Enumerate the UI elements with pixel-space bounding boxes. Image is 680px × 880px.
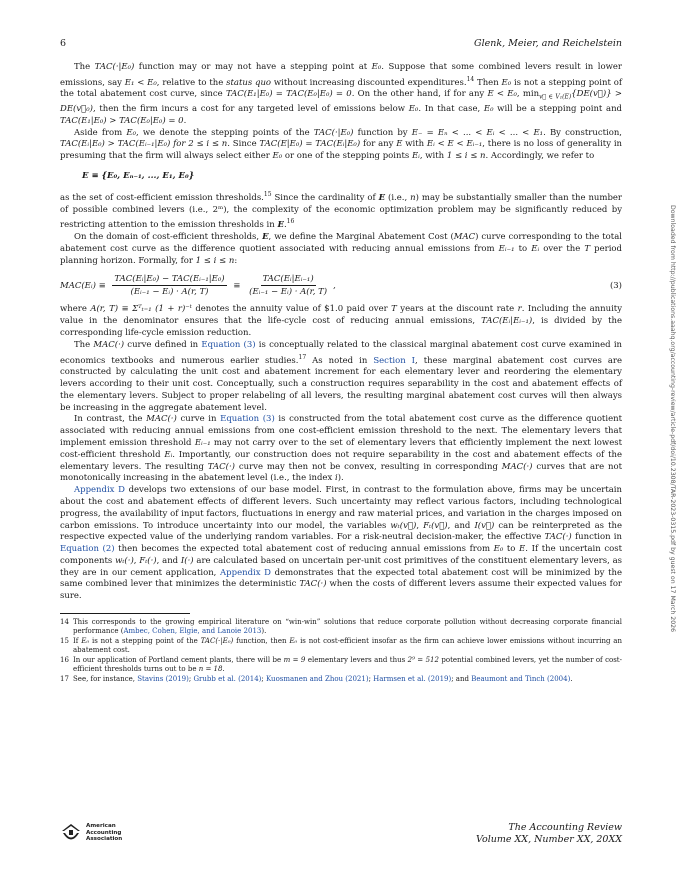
section-1-link[interactable]: Section I	[373, 355, 416, 366]
ref-grubb-2014[interactable]: Grubb et al. (2014)	[193, 675, 262, 684]
ref-ambec-2013[interactable]: Ambec, Cohen, Elgie, and Lanoie 2013	[123, 627, 262, 636]
paragraph-6: The MAC(·) curve defined in Equation (3) is conceptually related to the classical marginal abatement cost curve examined in economics textbooks and numerous earlier studies.$^{17}$ As noted in Section I, these marginal abatement cost curves are constructed by calculating the unit cost and abatement increment for each elementary lever and reordering the elementary levers according to their unit cost. Conceptually, such a construction requires separability in the cost and abatement effects of the elementary levers. Subject to proper relabeling of all levers, the resulting marginal abatement cost curves will then always be increasing in the aggregate abatement level.	[60, 339, 623, 413]
download-watermark: Downloaded from http://publications.aaahq.org/accounting-review/article-pdf/doi/10.2308/TAR-2023-0315.pdf by guest on 17 March 2026	[669, 205, 676, 633]
equation-3: MAC(Eᵢ) ≡ $\frac{\text{TAC(Eᵢ|E₀) − TAC(Eᵢ₋₁|E₀)}}{\text{(Eᵢ₋₁ − Eᵢ) · A(r, T)}}$ ≡ $\frac{\text{TAC(Eᵢ|Eᵢ₋₁)}}{\text{(Eᵢ₋₁ − Eᵢ) · A(r, T)}}$ , (3)	[60, 274, 622, 298]
aaa-logo: American Accounting Association	[60, 822, 122, 844]
footnote-ref-17[interactable]: 17	[298, 353, 307, 361]
ref-harmsen-2019[interactable]: Harmsen et al. (2019)	[373, 675, 452, 684]
paper-page	[60, 38, 622, 684]
appendix-d-link[interactable]: Appendix D	[74, 485, 125, 496]
footnote-16: 16 In our application of Portland cement plants, there will be m = 9 elementary levers and thus 2⁹ = 512 potential combined levers, yet the number of cost-efficient thresholds turns out to be n = 18.	[60, 656, 622, 674]
paragraph-2: Aside from E₀, we denote the stepping points of the TAC(·|E₀) function by E₋ = Eₙ < ... < Eᵢ < ... < E₁. By construction, TAC(Eᵢ|E₀) > TAC(Eᵢ₋₁|E₀) for 2 ≤ i ≤ n. Since TAC(E|E₀) = TAC(Eᵢ|E₀) for any E with Eᵢ < E < Eᵢ₋₁, there is no loss of generality in presuming that the firm will always select either E₀ or one of the stepping points Eᵢ, with 1 ≤ i ≤ n. Accordingly, we refer to	[60, 127, 623, 162]
ref-beaumont-2004[interactable]: Beaumont and Tinch (2004)	[471, 675, 571, 684]
footnote-divider	[60, 613, 190, 614]
footnote-ref-14[interactable]: 14	[466, 75, 475, 83]
ref-stavins-2019[interactable]: Stavins (2019)	[137, 675, 189, 684]
footnote-14: 14 This corresponds to the growing empirical literature on “win-win” solutions that reduce corporate pollution without decreasing corporate financial performance (Ambec, Cohen, Elgie, and Lanoie 2013).	[60, 618, 622, 636]
ref-kuosmanen-2021[interactable]: Kuosmanen and Zhou (2021)	[265, 675, 369, 684]
aaa-emblem-icon	[60, 822, 82, 844]
footnote-ref-16[interactable]: 16	[286, 218, 295, 226]
running-header	[60, 38, 622, 62]
paragraph-8: Appendix D develops two extensions of our base model. First, in contrast to the formulation above, firms may be uncertain about the cost and abatement effects of different levers. Such uncertainty may reflect various factors, including technological progress, the availability of input factors, fluctuations in energy and raw material prices, and variation in the charges imposed on carbon emissions. To introduce uncertainty into our model, the variables wₜ(v⃗), Fₜ(v⃗), and I(v⃗) can be reinterpreted as the respective expected value of the underlying random variables. For a risk-neutral decision-maker, the effective TAC(·) function in Equation (2) then becomes the expected total abatement cost of reducing annual emissions from E₀ to E. If the uncertain cost components wₜ(·), Fₜ(·), and I(·) are calculated based on uncertain per-unit cost primitives of the constituent elementary levers, as they are in our cement application, Appendix D demonstrates that the expected total abatement cost will be minimized by the same combined lever that minimizes the deterministic TAC(·) when the costs of different levers assume their expected values for sure.	[60, 485, 623, 602]
equation-number: (3)	[609, 280, 622, 291]
paragraph-5: where A(r, T) ≡ Σᵀₜ₌₁ (1 + r)⁻ᵗ denotes the annuity value of $1.0 paid over T years at the discount rate r. Including the annuity value in the denominator ensures that the life-cycle cost of reducing annual emissions, TAC(Eᵢ|Eᵢ₋₁), is divided by the corresponding life-cycle emission reduction.	[60, 304, 622, 338]
paragraph-1: The TAC(·|E₀) function may or may not have a stepping point at E₀. Suppose that some combined levers result in lower emissions, say E₁ < E₀, relative to the status quo without increasing discounted expenditures.$^{14}$ Then E₀ is not a stepping point of the total abatement cost curve, since TAC(E₁|E₀) = TAC(E₀|E₀) = 0. On the other hand, if for any E < E₀, $\min_{v⃗ \in V_1(E)}\{DE(v⃗)\}$ > DE(v⃗₀), then the firm incurs a cost for any targeted level of emissions below E₀. In that case, E₀ will be a stepping point and TAC(E₁|E₀) > TAC(E₀|E₀) = 0.	[60, 62, 622, 126]
journal-info	[476, 822, 622, 846]
page-number: 6	[60, 38, 67, 49]
equation-3-link[interactable]: Equation (3)	[201, 339, 256, 350]
running-title: Glenk, Meier, and Reichelstein	[474, 38, 622, 49]
page-footer	[60, 822, 622, 846]
footnote-15: 15 If E₀ is not a stepping point of the TAC(·|E₀) function, then E₀ is not cost-efficient insofar as the firm can achieve lower emissions without incurring an abatement cost.	[60, 637, 622, 655]
journal-name: The Accounting Review	[508, 822, 622, 833]
equation-2-link[interactable]: Equation (2)	[60, 544, 115, 555]
journal-volume: Volume XX, Number XX, 20XX	[476, 834, 622, 845]
footnote-ref-15[interactable]: 15	[263, 190, 272, 198]
paragraph-4: On the domain of cost-efficient thresholds, E, we define the Marginal Abatement Cost (MAC) curve corresponding to the total abatement cost curve as the difference quotient associated with reducing annual emissions from Eᵢ₋₁ to Eᵢ over the T period planning horizon. Formally, for 1 ≤ i ≤ n:	[60, 231, 623, 266]
threshold-set-equation: E ≡ {E₀, Eₙ₋₁, ..., E₁, E₀}	[82, 170, 195, 181]
paragraph-3: as the set of cost-efficient emission thresholds.$^{15}$ Since the cardinality of E (i.e., n) may be substantially smaller than the number of possible combined levers (i.e., 2ᵐ), the complexity of the economic optimization problem may be significantly reduced by restricting attention to the emission thresholds in E.$^{16}$	[60, 190, 622, 231]
appendix-d-link[interactable]: Appendix D	[220, 567, 271, 578]
equation-3-link[interactable]: Equation (3)	[220, 414, 275, 425]
paragraph-7: In contrast, the MAC(·) curve in Equation (3) is constructed from the total abatement cost curve as the difference quotient associated with reducing annual emissions from one cost-efficient emission threshold to the next. The elementary levers that implement emission threshold Eᵢ₋₁ may not carry over to the set of elementary levers that efficiently implement the next lowest cost-efficient threshold Eᵢ. Importantly, our construction does not require separability in the cost and abatement effects of the elementary levers. The resulting TAC(·) curve may then not be convex, resulting in corresponding MAC(·) curves that are not monotonically increasing in the abatement level (i.e., the index i).	[60, 414, 623, 484]
footnote-17: 17 See, for instance, Stavins (2019); Grubb et al. (2014); Kuosmanen and Zhou (2021); Harmsen et al. (2019); and Beaumont and Tinch (2004).	[60, 675, 573, 684]
